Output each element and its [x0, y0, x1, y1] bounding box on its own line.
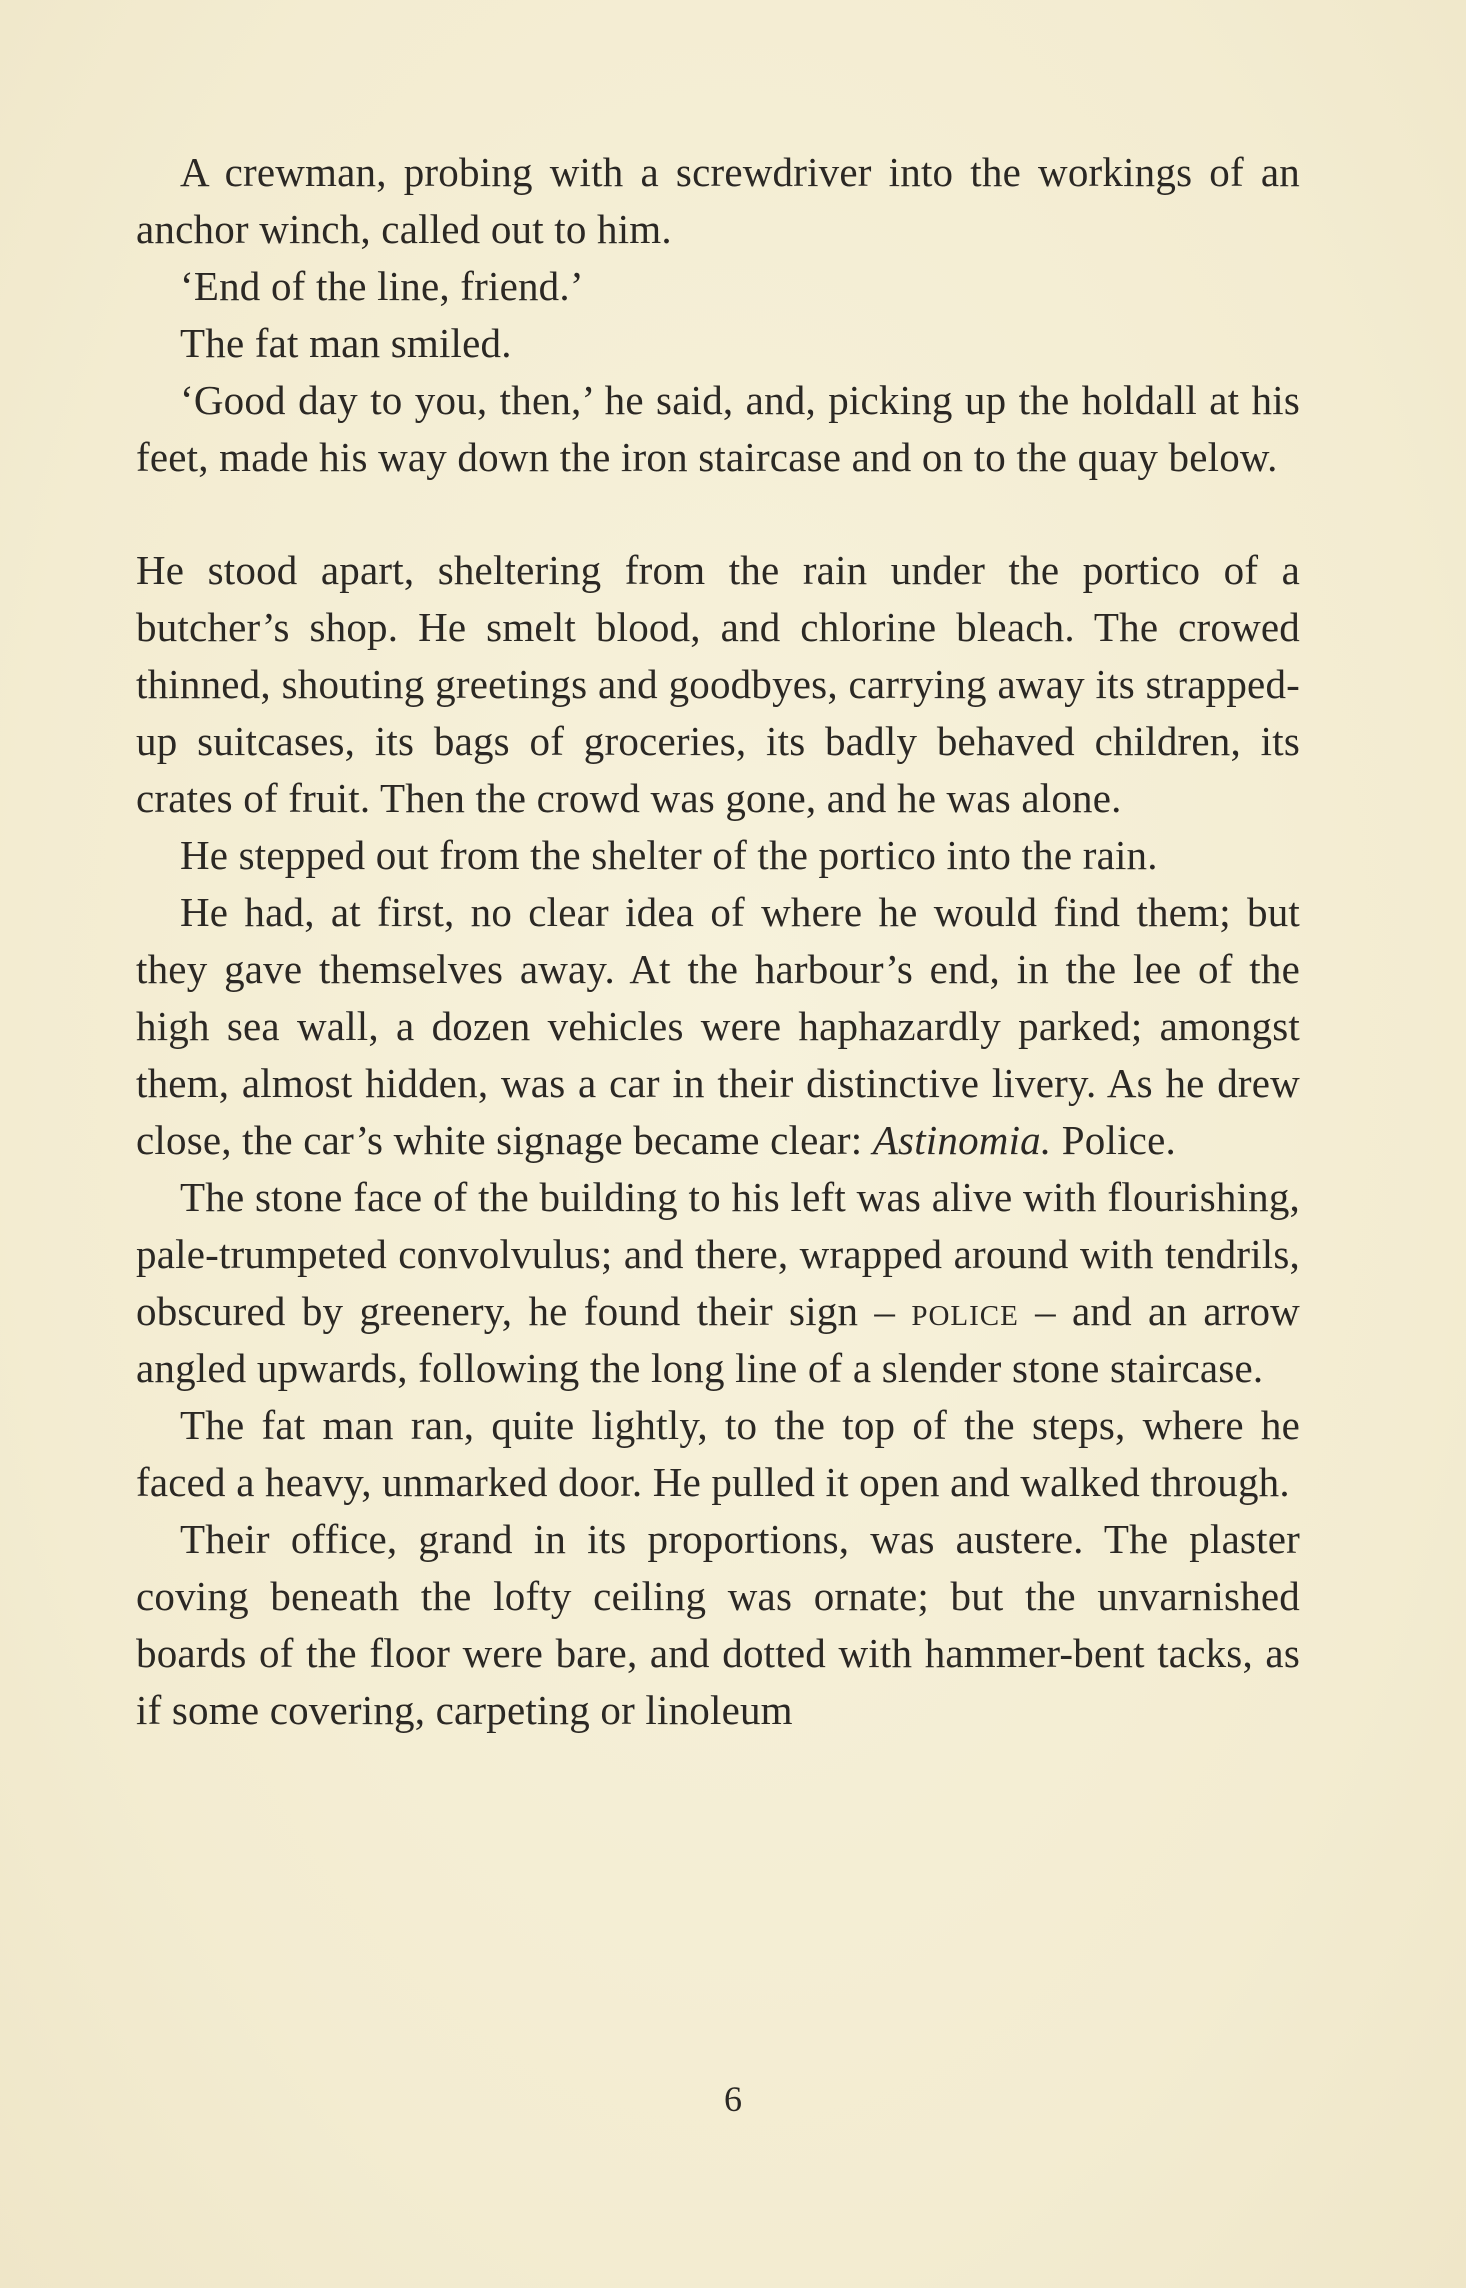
paragraph-text: The stone face of the building to his left was alive with flourishing, pale-trumpeted convolvulus; and there, wrapped around with tendrils, obscured by greenery, he found their sign – — [136, 1174, 1300, 1334]
paragraph: ‘End of the line, friend.’ — [180, 263, 584, 309]
body-text — [136, 144, 1300, 1739]
paragraph: The fat man ran, quite lightly, to the top of the steps, where he faced a heavy, unmarked door. He pulled it open and walked through. — [136, 1402, 1300, 1505]
car-signage-translation: Police. — [1061, 1117, 1176, 1163]
paragraph: He stood apart, sheltering from the rain under the portico of a butcher’s shop. He smelt blood, and chlorine bleach. The crowed thinned, shouting greetings and goodbyes, carrying away its strapped-up suitcases, its bags of groceries, its badly behaved children, its crates of fruit. Then the crowd was gone, and he was alone. — [136, 547, 1300, 821]
paragraph-text: He had, at first, no clear idea of where he would find them; but they gave themselves away. At the harbour’s end, in the lee of the high sea wall, a dozen vehicles were haphazardly parked; amongst them, almost hidden, was a car in their distinctive livery. As he drew close, the car’s white signage became clear: — [136, 889, 1300, 1163]
paragraph: The fat man smiled. — [180, 320, 512, 366]
paragraph: A crewman, probing with a screwdriver into the workings of an anchor winch, called out to him. — [136, 149, 1300, 252]
car-signage: Astinomia. — [872, 1117, 1052, 1163]
page-number: 6 — [724, 2079, 742, 2119]
paragraph: ‘Good day to you, then,’ he said, and, picking up the holdall at his feet, made his way down the iron staircase and on to the quay below. — [136, 377, 1300, 480]
paragraph: He stepped out from the shelter of the portico into the rain. — [180, 832, 1158, 878]
paragraph — [136, 884, 1300, 1169]
paragraph: Their office, grand in its proportions, was austere. The plaster coving beneath the lofty ceiling was ornate; but the unvarnished boards of the floor were bare, and dotted with hammer-bent tacks, as if some covering, carpeting or linoleum — [136, 1516, 1300, 1733]
paragraph-text: – and an arrow angled upwards, following the long line of a slender stone staircase. — [136, 1288, 1300, 1391]
paragraph — [136, 1169, 1300, 1397]
sign-word: police — [911, 1288, 1019, 1334]
